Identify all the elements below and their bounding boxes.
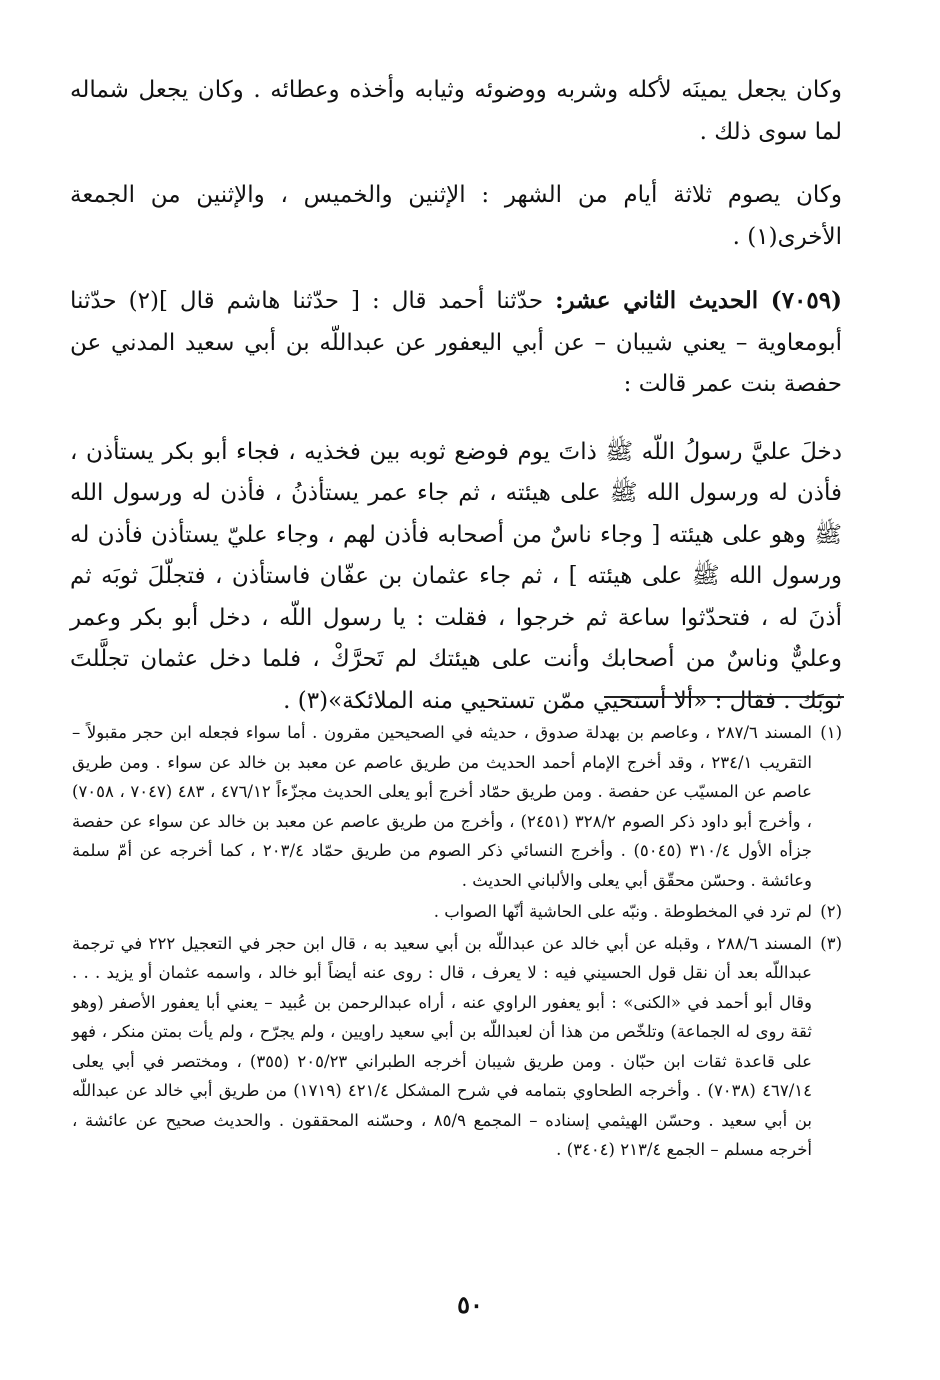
footnote-text: لم ترد في المخطوطة . ونبّه على الحاشية أنّها الصواب .: [433, 902, 812, 921]
paragraph-fasting: وكان يصوم ثلاثة أيام من الشهر : الإثنين والخميس ، والإثنين من الجمعة الأخرى(١) .: [70, 182, 842, 250]
hadith-text: دخلَ عليَّ رسولُ اللّه ﷺ ذاتَ يوم فوضع ثوبه بين فخذيه ، فجاء أبو بكر يستأذن ، فأذن له ورسول الله ﷺ على هيئته ، ثم جاء عمر يستأذنُ ، فأذن له ورسول الله ﷺ وهو على هيئته [ وجاء ناسٌ من أصحابه فأذن لهم ، وجاء عليّ يستأذن فأذن له ورسول الله ﷺ على هيئته ] ، ثم جاء عثمان بن عفّان فاستأذن ، فتجلّلَ ثوبَه ثم أذنَ له ، فتحدّثوا ساعة ثم خرجوا ، فقلت : يا رسول اللّه ، دخل أبو بكر وعمر وعليٌّ وناسٌ من أصحابك وأنت على هيئتك لم تَحرَّكْ ، فلما دخل عثمان تجلَّلتَ ثوبَك . فقال : «ألا أستحيي ممّن تستحيي منه الملائكة»(٣) .: [70, 438, 842, 714]
footnote-number: (٢): [820, 902, 842, 921]
footnote-number: (٣): [820, 933, 842, 953]
paragraph-right-hand: وكان يجعل يمينَه لأكله وشربه ووضوئه وثيابه وأخذه وعطائه . وكان يجعل شماله لما سوى ذلك .: [70, 77, 842, 145]
footnote-text: المسند ٢٨٧/٦ ، وعاصم بن بهدلة صدوق ، حديثه في الصحيحين مقرون . أما سواء فجعله ابن حجر مقبولاً –التقريب ٢٣٤/١ ، وقد أخرج الإمام أحمد الحديث من طريق عاصم عن معبد بن خالد عن سواء . ومن طريق عاصم عن المسيّب عن حفصة . ومن طريق حمّاد أخرج أبو يعلى الحديث مجزّءاً ٤٧٦/١٢ ، ٤٨٣ (٧٠٤٧ ، ٧٠٥٨) ، وأخرج أبو داود ذكر الصوم ٣٢٨/٢ (٢٤٥١) ، وأخرج من طريق عاصم عن معبد بن خالد عن سواء عن حفصة جزأه الأول ٣١٠/٤ (٥٠٤٥) . وأخرج النسائي ذكر الصوم من طريق حمّاد ٢٠٣/٤ ، كما أخرجه عن أمّ سلمة وعائشة . وحسّن محقّق أبي يعلى والألباني الحديث .: [72, 723, 812, 890]
footnote-separator: [604, 696, 844, 698]
hadith-title: (٧٠٥٩) الحديث الثاني عشر:: [555, 287, 842, 314]
hadith-intro: [70, 280, 842, 406]
footnote-number: (١): [820, 723, 842, 742]
page-number: ٥٠: [457, 1290, 483, 1319]
footnote-3: [72, 929, 842, 1165]
footnote-2: [72, 897, 842, 927]
footnote-1: [72, 718, 842, 895]
footnote-text: المسند ٢٨٨/٦ ، وقبله عن أبي خالد عن عبداللّه بن أبي سعيد به ، قال ابن حجر في التعجيل ٢٢٢ في ترجمة عبداللّه بعد أن نقل قول الحسيني فيه : لا يعرف ، قال : روى عنه أيضاً أبو خالد ، واسمه عثمان أو يزيد . . . وقال أبو أحمد في «الكنى» : أبو يعفور الراوي عنه ، أراه عبدالرحمن بن عُبيد – يعني أبا يعفور الأصفر (وهو ثقة روى له الجماعة) وتلخّص من هذا أن لعبداللّه بن أبي سعيد راويين ، ولم يجرّح ، ولم يأت بمتن منكر ، فهو على قاعدة ثقات ابن حبّان . ومن طريق شيبان أخرجه الطبراني ٢٠٥/٢٣ (٣٥٥) ، ومختصر في أبي يعلى ٤٦٧/١٤ (٧٠٣٨) . وأخرجه الطحاوي بتمامه في شرح المشكل ٤٢١/٤ (١٧١٩) من طريق أبي خالد عن عبداللّه بن أبي سعيد . وحسّن الهيثمي إسناده – المجمع ٨٥/٩ ، وحسّنه المحققون . والحديث صحيح عن عائشة ، أخرجه مسلم – الجمع ٢١٣/٤ (٣٤٠٤) .: [72, 933, 812, 1159]
main-text: [70, 70, 842, 722]
footnotes: [72, 718, 842, 1167]
hadith-chain: حدّثنا أحمد قال : [ حدّثنا هاشم قال ](٢) حدّثنا أبومعاوية – يعني شيبان – عن أبي اليعفور عن عبداللّه بن أبي سعيد المدني عن حفصة بنت عمر قالت :: [70, 288, 842, 397]
